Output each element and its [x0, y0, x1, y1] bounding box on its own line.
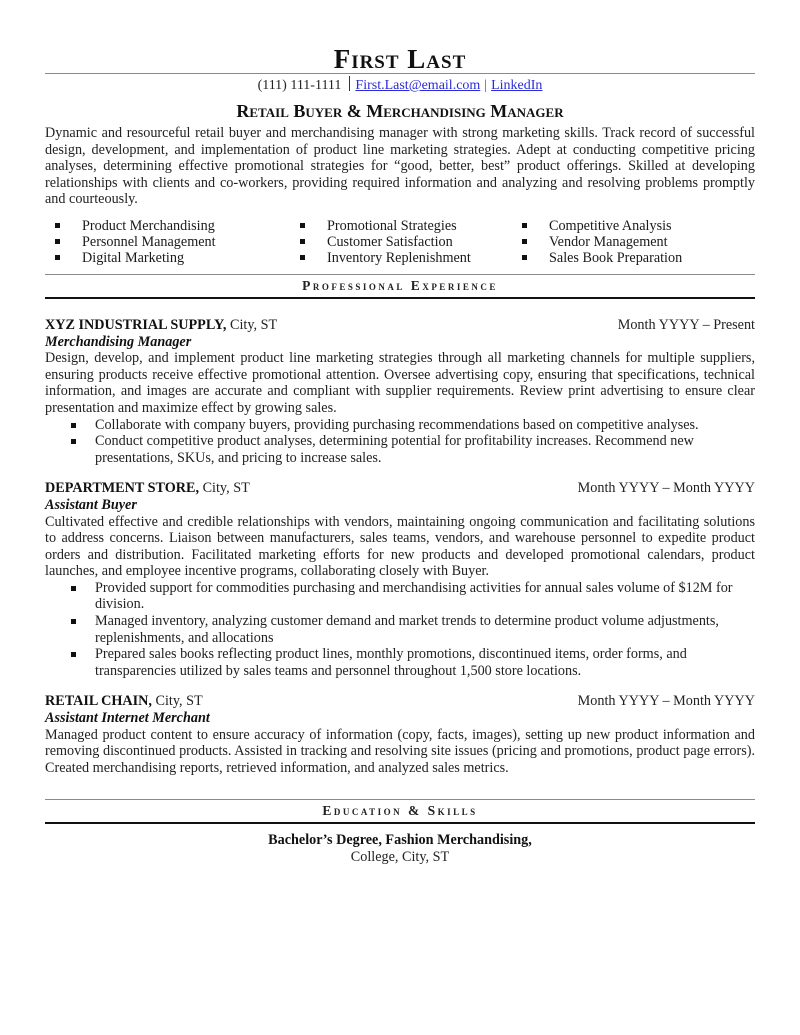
company-name: RETAIL CHAIN,	[45, 693, 152, 710]
email-link[interactable]: First.Last@email.com	[355, 78, 481, 93]
job-entry	[45, 693, 755, 776]
square-bullet-icon	[522, 239, 527, 244]
job-description: Managed product content to ensure accuracy of information (copy, facts, images), setting up new product information and removing discontinued products. Assisted in tracking and resolving site issues (pricing and promotions, product page errors). Created merchandising reports, retrieved information, and analyzed sales metrics.	[45, 726, 755, 776]
job-bullet: Collaborate with company buyers, providing purchasing recommendations based on competitive analyses.	[45, 417, 755, 434]
contact-line	[45, 76, 755, 95]
skill-item: Product Merchandising	[45, 218, 290, 234]
square-bullet-icon	[55, 255, 60, 260]
square-bullet-icon	[522, 223, 527, 228]
skills-grid	[45, 218, 755, 266]
job-location: City, ST	[151, 693, 203, 710]
job-role: Merchandising Manager	[45, 333, 192, 350]
job-bullet: Provided support for commodities purchasing and merchandising activities for annual sales volume of $12M for division.	[45, 580, 755, 613]
section-title: Professional Experience	[302, 277, 498, 293]
degree: Bachelor’s Degree, Fashion Merchandising,	[268, 832, 532, 849]
company-name: DEPARTMENT STORE,	[45, 480, 200, 497]
summary-paragraph: Dynamic and resourceful retail buyer and merchandising manager with strong marketing skills. Track record of successful design, development, and implementation of product line marketing strategies. Adept at conducting competitive pricing analyses, determining effective promotional strategies for “good, better, best” product offerings. Skilled at developing relationships with clients and co-workers, providing required information and analyzing and resolving problems promptly and courteously.	[45, 125, 755, 208]
school: College, City, ST	[350, 849, 450, 865]
linkedin-link[interactable]: LinkedIn	[491, 78, 543, 93]
square-bullet-icon	[55, 223, 60, 228]
skill-item: Promotional Strategies	[290, 218, 512, 234]
job-dates: Month YYYY – Month YYYY	[577, 480, 755, 497]
job-description: Design, develop, and implement product line marketing strategies through all marketing channels for multiple suppliers, ensuring products receive effective promotional attention. Oversee advertising copy, ensuring that specifications, technical information, and images are accurate and compliant with supplier requirements. Review print advertising to ensure clear presentation and maximize effect by growing sales.	[45, 350, 755, 416]
phone-number: (111) 111-1111	[257, 78, 342, 93]
job-description: Cultivated effective and credible relationships with vendors, maintaining ongoing communication and facilitating solutions to address concerns. Liaison between manufacturers, sales teams, vendors, and warehouse personnel to expedite product orders and distribution. Facilitated marketing efforts for new products and developed promotional calendars, product launches, and employee incentive programs, collaborating closely with Buyer.	[45, 513, 755, 580]
section-title: Education & Skills	[322, 803, 478, 819]
contact-separator	[349, 76, 350, 91]
skills-column	[45, 218, 290, 266]
skill-item: Personnel Management	[45, 234, 290, 250]
square-bullet-icon	[71, 439, 76, 444]
job-role: Assistant Buyer	[45, 496, 137, 513]
resume-page	[45, 0, 755, 866]
job-bullet-list	[45, 580, 755, 680]
job-bullet-list	[45, 417, 755, 467]
job-role: Assistant Internet Merchant	[45, 710, 210, 727]
experience-section-header	[45, 274, 755, 299]
job-entry	[45, 317, 755, 466]
job-dates: Month YYYY – Present	[617, 316, 755, 333]
skills-column	[290, 218, 512, 266]
square-bullet-icon	[71, 423, 76, 428]
skill-item: Vendor Management	[512, 234, 752, 250]
headline-title: Retail Buyer & Merchandising Manager	[236, 101, 564, 121]
job-bullet: Prepared sales books reflecting product lines, monthly promotions, discontinued items, order forms, and transparencies utilized by sales teams and personnel throughout 1,500 store locations.	[45, 646, 755, 679]
job-header	[45, 693, 755, 710]
contact-separator: |	[484, 78, 488, 93]
square-bullet-icon	[522, 255, 527, 260]
section-divider-thick	[45, 822, 755, 824]
square-bullet-icon	[300, 223, 305, 228]
square-bullet-icon	[71, 586, 76, 591]
square-bullet-icon	[71, 619, 76, 624]
job-dates: Month YYYY – Month YYYY	[577, 693, 755, 710]
square-bullet-icon	[71, 652, 76, 657]
job-bullet: Managed inventory, analyzing customer demand and market trends to determine product volume adjustments, replenishments, and allocations	[45, 613, 755, 646]
square-bullet-icon	[300, 255, 305, 260]
education-section-header	[45, 799, 755, 824]
skill-item: Digital Marketing	[45, 250, 290, 266]
education-entry	[45, 832, 755, 865]
section-divider-thick	[45, 297, 755, 299]
skill-item: Sales Book Preparation	[512, 250, 752, 266]
job-location: City, ST	[226, 316, 278, 333]
job-location: City, ST	[199, 480, 250, 497]
square-bullet-icon	[300, 239, 305, 244]
skills-column	[512, 218, 752, 266]
skill-item: Customer Satisfaction	[290, 234, 512, 250]
square-bullet-icon	[55, 239, 60, 244]
job-header	[45, 317, 755, 334]
job-entry	[45, 480, 755, 679]
skill-item: Inventory Replenishment	[290, 250, 512, 266]
company-name: XYZ INDUSTRIAL SUPPLY,	[45, 316, 227, 333]
job-bullet: Conduct competitive product analyses, determining potential for profitability increases. Recommend new presentations, SKUs, and pricing to increase sales.	[45, 433, 755, 466]
job-header	[45, 480, 755, 497]
candidate-name: First Last	[333, 44, 467, 74]
skill-item: Competitive Analysis	[512, 218, 752, 234]
